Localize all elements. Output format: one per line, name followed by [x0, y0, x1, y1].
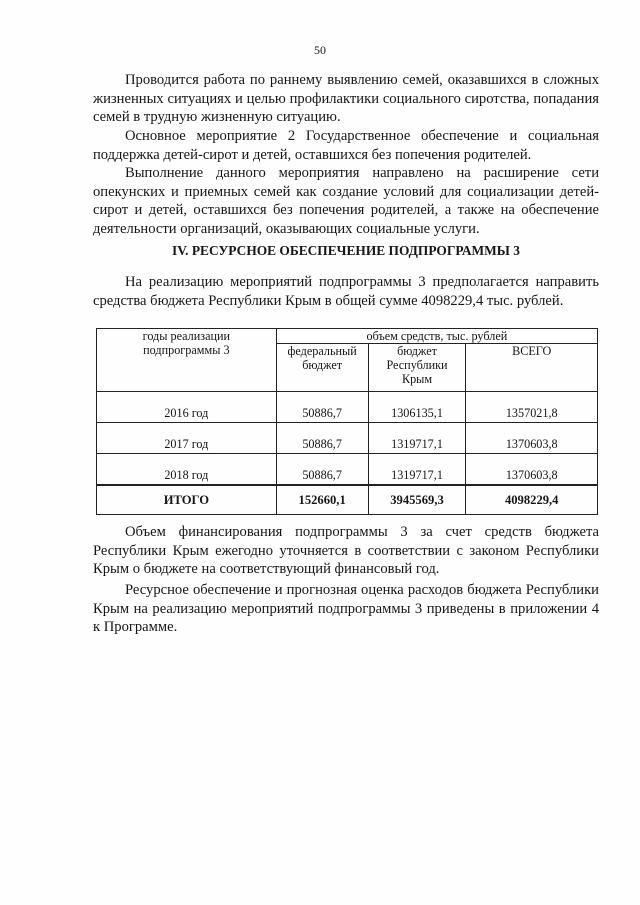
cell-federal: 50886,7 [276, 423, 368, 454]
cell-year: 2017 год [97, 423, 277, 454]
cell-federal: 50886,7 [276, 392, 368, 423]
header-federal: федеральный бюджет [276, 344, 368, 392]
header-regional: бюджет Республики Крым [368, 344, 466, 392]
cell-year: 2018 год [97, 454, 277, 486]
cell-year: 2016 год [97, 392, 277, 423]
section-heading: IV. РЕСУРСНОЕ ОБЕСПЕЧЕНИЕ ПОДПРОГРАММЫ 3 [172, 243, 520, 258]
table-row [97, 392, 598, 423]
paragraph-activity-implementation: Выполнение данного мероприятия направлено на расширение сети опекунских и приемных семей как создание условий для социализации детей-сирот и детей, оставшихся без попечения родителей, а также на обеспечение деятельности организаций, оказывающих социальные услуги. [93, 165, 599, 237]
cell-federal: 50886,7 [276, 454, 368, 486]
paragraph-resource-estimate: Ресурсное обеспечение и прогнозная оценка расходов бюджета Республики Крым на реализацию мероприятий подпрограммы 3 приведены в приложении 4 к Программе. [93, 582, 599, 636]
cell-total: 1370603,8 [466, 423, 598, 454]
paragraph-funding-intro: На реализацию мероприятий подпрограммы 3 предполагается направить средства бюджета Республики Крым в общей сумме 4098229,4 тыс. рублей. [93, 274, 599, 309]
cell-regional: 1319717,1 [368, 454, 466, 486]
page-number: 50 [314, 43, 326, 57]
cell-total-regional: 3945569,3 [368, 485, 466, 515]
cell-total: 1370603,8 [466, 454, 598, 486]
paragraph-early-detection: Проводится работа по раннему выявлению семей, оказавшихся в сложных жизненных ситуациях и целью профилактики социального сиротства, попадания семей в трудную жизненную ситуацию. [93, 72, 599, 126]
table-header-row [97, 329, 598, 344]
table-row [97, 454, 598, 486]
table-total-row [97, 485, 598, 515]
paragraph-main-activity-2: Основное мероприятие 2 Государственное обеспечение и социальная поддержка детей-сирот и детей, оставшихся без попечения родителей. [93, 128, 599, 163]
cell-total-federal: 152660,1 [276, 485, 368, 515]
cell-total-sum: 4098229,4 [466, 485, 598, 515]
paragraph-financing-volume: Объем финансирования подпрограммы 3 за счет средств бюджета Республики Крым ежегодно уточняется в соответствии с законом Республики Крым о бюджете на соответствующий финансовый год. [93, 524, 599, 578]
header-total: ВСЕГО [466, 344, 598, 392]
budget-table [96, 328, 598, 515]
table-row [97, 423, 598, 454]
cell-total: 1357021,8 [466, 392, 598, 423]
header-volume: объем средств, тыс. рублей [276, 329, 597, 344]
cell-total-label: ИТОГО [97, 485, 277, 515]
cell-regional: 1319717,1 [368, 423, 466, 454]
header-years: годы реализации подпрограммы 3 [97, 329, 277, 392]
cell-regional: 1306135,1 [368, 392, 466, 423]
